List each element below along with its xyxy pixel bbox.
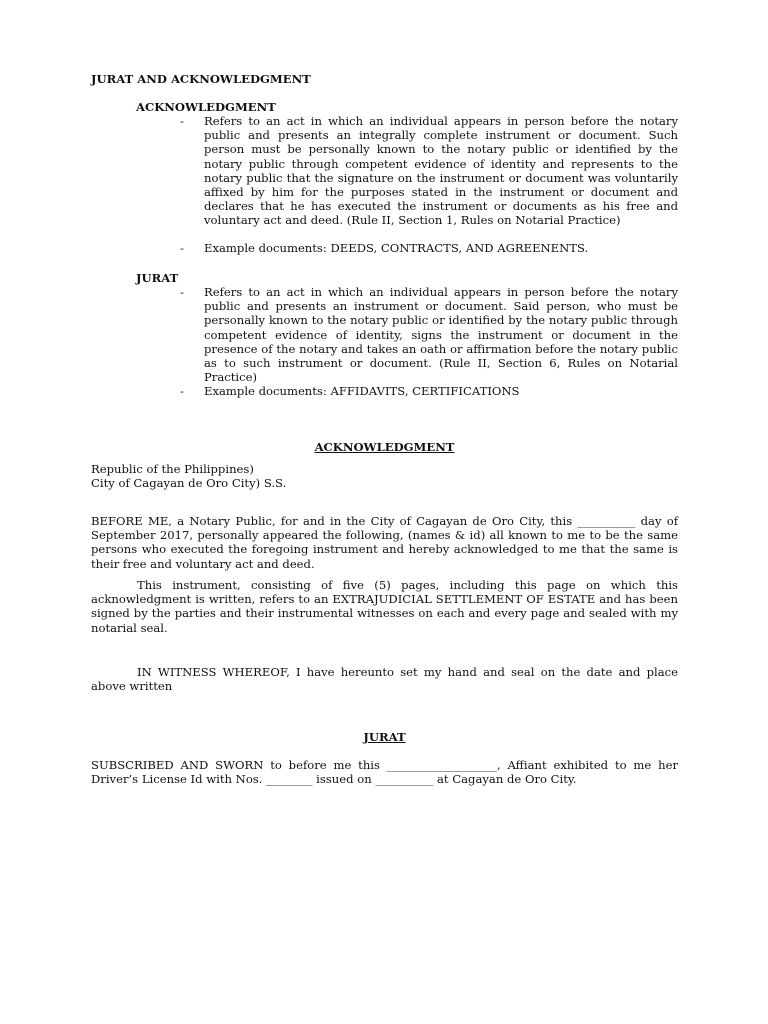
venue-line-republic: Republic of the Philippines)	[91, 462, 254, 476]
ack-paragraph-before-me: BEFORE ME, a Notary Public, for and in the City of Cagayan de Oro City, this __________ day of September 2017, personally appeared the following, (names & id) all known to me to be the same persons who executed the foregoing instrument and hereby acknowledged to me that the same is their free and voluntary act and deed.	[91, 514, 678, 571]
jurat-definition-heading: JURAT	[136, 271, 179, 285]
jurat-definition-item	[180, 285, 678, 384]
jurat-definition-text: Refers to an act in which an individual appears in person before the notary public and presents an instrument or document. Said person, who must be personally known to the notary public or identified by the notary public through competent evidence of identity, signs the instrument or document in the presence of the notary and takes an oath or affirmation before the notary public as to such instrument or document. (Rule II, Section 6, Rules on Notarial Practice)	[204, 285, 678, 385]
ack-example-text: Example documents: DEEDS, CONTRACTS, AND AGREENENTS.	[204, 241, 589, 255]
jurat-form-title: JURAT	[363, 730, 406, 744]
bullet-dash: -	[180, 285, 184, 299]
ack-paragraph-instrument: This instrument, consisting of five (5) pages, including this page on which this acknowledgment is written, refers to an EXTRAJUDICIAL SETTLEMENT OF ESTATE and has been signed by the parties and their instrumental witnesses on each and every page and sealed with my notarial seal.	[91, 578, 678, 635]
ack-definition-item	[180, 114, 678, 228]
document-title: JURAT AND ACKNOWLEDGMENT	[91, 72, 311, 86]
ack-paragraph-witness: IN WITNESS WHEREOF, I have hereunto set my hand and seal on the date and place above written	[91, 665, 678, 694]
bullet-dash: -	[180, 384, 184, 398]
ack-definition-heading: ACKNOWLEDGMENT	[136, 100, 276, 114]
jurat-paragraph-subscribed: SUBSCRIBED AND SWORN to before me this ___________________, Affiant exhibited to me her Driver’s License Id with Nos. ________ issued on __________ at Cagayan de Oro City.	[91, 758, 678, 787]
bullet-dash: -	[180, 241, 184, 255]
jurat-example-item	[180, 384, 678, 398]
ack-example-item	[180, 241, 678, 255]
venue-line-city: City of Cagayan de Oro City) S.S.	[91, 476, 287, 490]
bullet-dash: -	[180, 114, 184, 128]
ack-form-title: ACKNOWLEDGMENT	[314, 440, 455, 454]
ack-definition-text: Refers to an act in which an individual appears in person before the notary public and presents an integrally complete instrument or document. Such person must be personally known to the notary public or identified by the notary public through competent evidence of identity and represents to the notary public that the signature on the instrument or document was voluntarily affixed by him for the purposes stated in the instrument or document and declares that he has executed the instrument or documents as his free and voluntary act and deed. (Rule II, Section 1, Rules on Notarial Practice)	[204, 114, 678, 228]
jurat-example-text: Example documents: AFFIDAVITS, CERTIFICATIONS	[204, 384, 520, 398]
